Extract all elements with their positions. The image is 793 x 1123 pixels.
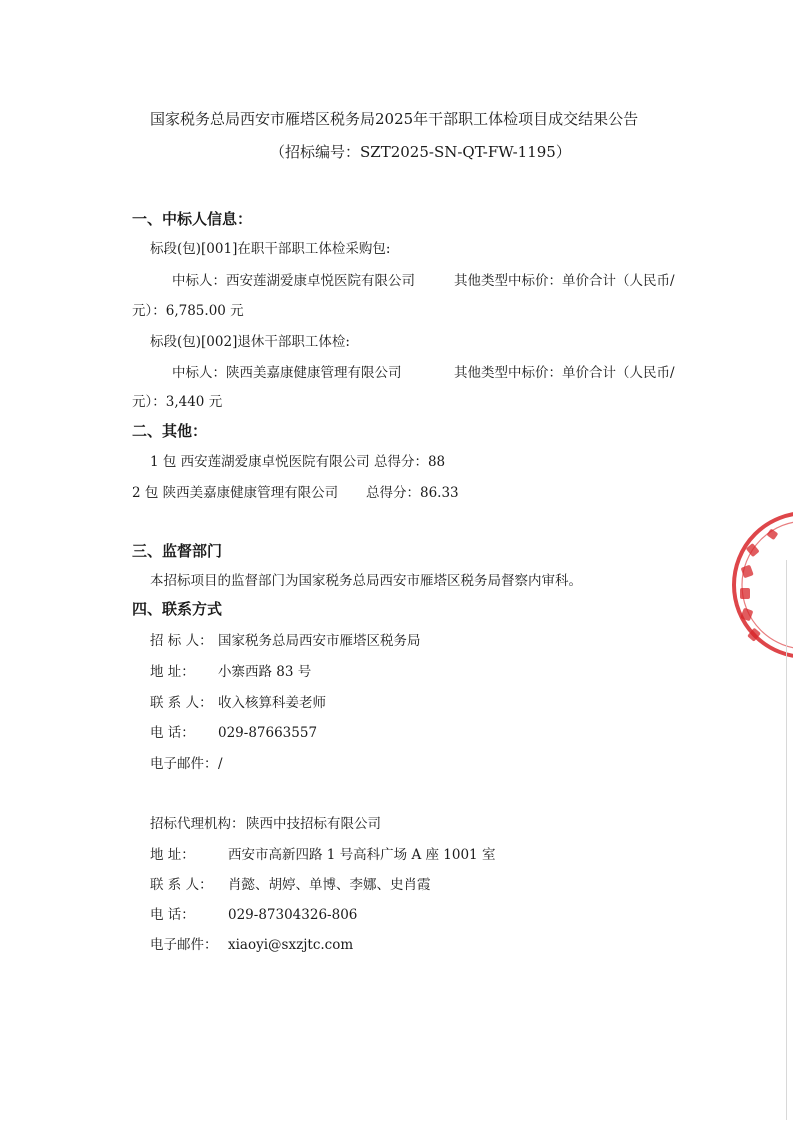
tender-number: （招标编号：SZT2025-SN-QT-FW-1195） [270,143,571,161]
agency-contact-label: 联 系 人： [150,877,213,893]
tenderer-phone-value: 029-87663557 [218,725,318,741]
lot1-winner: 中标人：西安莲湖爱康卓悦医院有限公司 [172,273,415,289]
lot1-price-value: 元）：6,785.00 元 [132,303,244,319]
lot2-price-value: 元）：3,440 元 [132,394,223,410]
section4-heading: 四、联系方式 [132,600,223,618]
tenderer-name-value: 国家税务总局西安市雁塔区税务局 [218,633,421,649]
tenderer-name-label: 招 标 人： [150,633,213,649]
red-seal-icon [728,490,793,680]
agency-name-value: 陕西中技招标有限公司 [246,816,381,832]
scan-edge-line [786,560,787,1120]
section3-heading: 三、监督部门 [132,542,223,560]
tenderer-phone-label: 电 话： [150,725,195,741]
tenderer-email-label: 电子邮件： [150,756,218,772]
lot1-label: 标段(包)[001]在职干部职工体检采购包: [150,241,391,257]
lot2-price-type: 其他类型中标价：单价合计（人民币/ [454,365,675,381]
lot2-winner: 中标人：陕西美嘉康健康管理有限公司 [172,365,402,381]
section2-heading: 二、其他： [132,422,208,440]
tenderer-email-value: / [218,756,223,772]
agency-address-value: 西安市高新四路 1 号高科广场 A 座 1001 室 [228,847,496,863]
tenderer-contact-label: 联 系 人： [150,695,213,711]
score-row-2-score: 总得分：86.33 [366,485,459,501]
agency-phone-label: 电 话： [150,907,195,923]
score-row-1: 1 包 西安莲湖爱康卓悦医院有限公司 总得分：88 [150,454,446,470]
section1-heading: 一、中标人信息： [132,210,253,228]
tenderer-address-value: 小寨西路 83 号 [218,664,312,680]
lot2-label: 标段(包)[002]退休干部职工体检: [150,334,350,350]
lot1-price-type: 其他类型中标价：单价合计（人民币/ [454,273,675,289]
agency-email-value: xiaoyi@sxzjtc.com [228,937,354,953]
document-title: 国家税务总局西安市雁塔区税务局2025年干部职工体检项目成交结果公告 [150,110,639,128]
supervision-text: 本招标项目的监督部门为国家税务总局西安市雁塔区税务局督察内审科。 [150,573,582,589]
agency-address-label: 地 址： [150,847,195,863]
agency-phone-value: 029-87304326-806 [228,907,358,923]
agency-contact-value: 肖懿、胡婷、单博、李娜、史肖霞 [228,877,431,893]
agency-email-label: 电子邮件： [150,937,218,953]
agency-name-label: 招标代理机构： [150,816,245,832]
score-row-2-company: 2 包 陕西美嘉康健康管理有限公司 [132,485,339,501]
tenderer-address-label: 地 址： [150,664,195,680]
tenderer-contact-value: 收入核算科姜老师 [218,695,326,711]
